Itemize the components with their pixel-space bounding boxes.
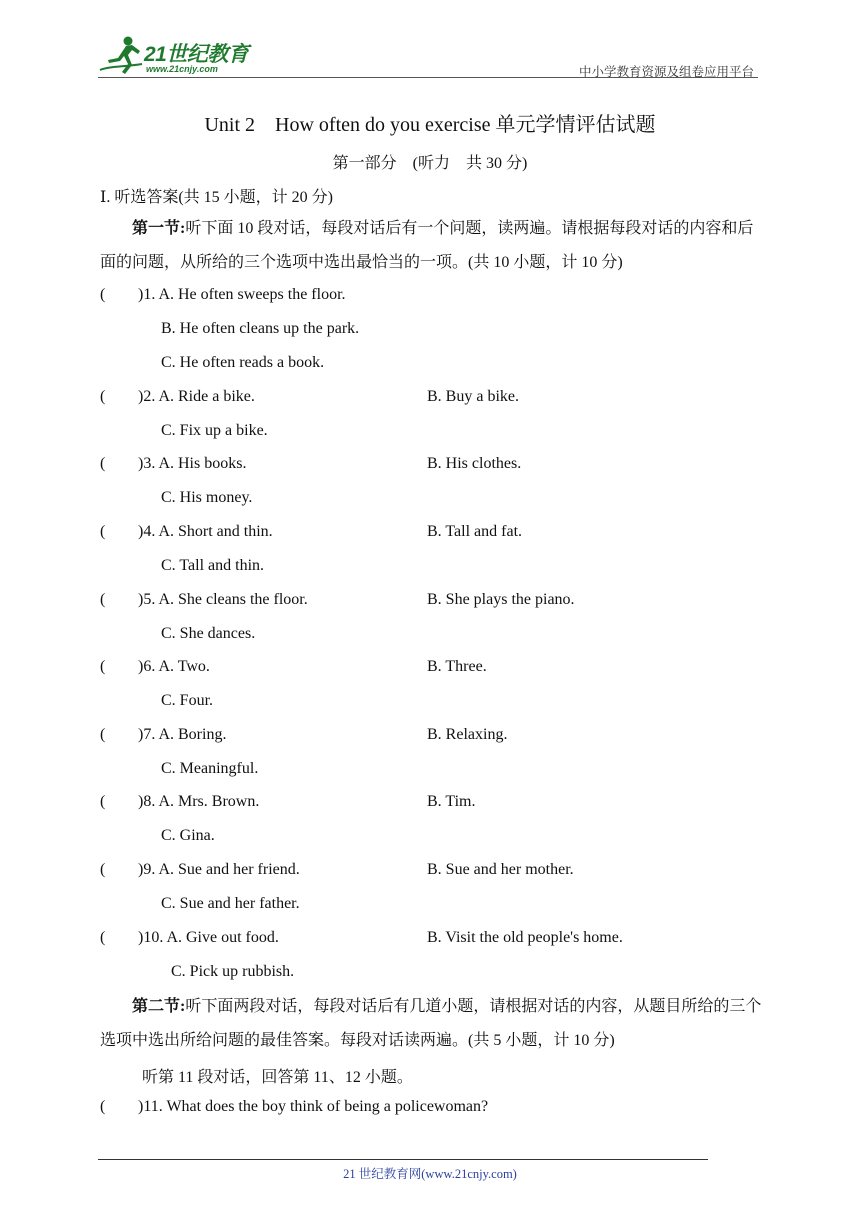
- answer-blank[interactable]: (: [100, 591, 106, 608]
- page-title: Unit 2 How often do you exercise 单元学情评估试题: [204, 114, 656, 136]
- answer-blank[interactable]: (: [100, 1098, 106, 1115]
- option-a: )10. A. Give out food.: [138, 929, 279, 946]
- page-footer[interactable]: 21 世纪教育网(www.21cnjy.com): [343, 1167, 517, 1181]
- option-b: B. Relaxing.: [427, 726, 508, 743]
- part2-label: 第二节:: [132, 998, 186, 1015]
- option-a: )4. A. Short and thin.: [138, 523, 273, 540]
- option-c: C. Sue and her father.: [161, 895, 300, 912]
- logo-text: 21世纪教育: [144, 43, 249, 66]
- section-subtitle: 第一部分 (听力 共 30 分): [332, 155, 528, 172]
- option-b: B. Buy a bike.: [427, 388, 519, 405]
- option-c: C. Tall and thin.: [161, 557, 265, 574]
- dialog11-intro: 听第 11 段对话，回答第 11、12 小题。: [142, 1069, 413, 1086]
- answer-blank[interactable]: (: [100, 388, 106, 405]
- page-header: [98, 34, 758, 78]
- question-11-text: )11. What does the boy think of being a policewoman?: [138, 1098, 489, 1115]
- option-a: )6. A. Two.: [138, 658, 210, 675]
- header-divider: [98, 77, 758, 78]
- option-c: C. Fix up a bike.: [161, 422, 268, 439]
- answer-blank[interactable]: (: [100, 455, 106, 472]
- option-c: C. Gina.: [161, 827, 215, 844]
- part2-instructions: [100, 990, 762, 1058]
- option-a: )1. A. He often sweeps the floor.: [138, 286, 346, 303]
- option-c: C. She dances.: [161, 625, 256, 642]
- option-a: )2. A. Ride a bike.: [138, 388, 255, 405]
- answer-blank[interactable]: (: [100, 286, 106, 303]
- option-b: B. She plays the piano.: [427, 591, 575, 608]
- option-a: )3. A. His books.: [138, 455, 247, 472]
- option-b: B. Visit the old people's home.: [427, 929, 623, 946]
- part2-text: 听下面两段对话，每段对话后有几道小题，请根据对话的内容，从题目所给的三个选项中选出所给问题的最佳答案。每段对话读两遍。(共 5 小题，计 10 分): [100, 998, 762, 1049]
- option-a: )5. A. She cleans the floor.: [138, 591, 308, 608]
- runner-logo-icon: [98, 34, 146, 78]
- option-b: B. Tall and fat.: [427, 523, 523, 540]
- option-c: C. Pick up rubbish.: [171, 963, 295, 980]
- answer-blank[interactable]: (: [100, 523, 106, 540]
- option-c: C. Four.: [161, 692, 214, 709]
- site-logo[interactable]: [98, 34, 258, 78]
- q1-option-b: B. He often cleans up the park.: [161, 320, 360, 337]
- option-a: )8. A. Mrs. Brown.: [138, 793, 260, 810]
- answer-blank[interactable]: (: [100, 861, 106, 878]
- answer-blank[interactable]: (: [100, 658, 106, 675]
- option-c: C. Meaningful.: [161, 760, 259, 777]
- option-b: B. Tim.: [427, 793, 476, 810]
- part1-instructions: [100, 212, 762, 280]
- answer-blank[interactable]: (: [100, 726, 106, 743]
- header-tagline: 中小学教育资源及组卷应用平台: [578, 65, 754, 79]
- option-a: )9. A. Sue and her friend.: [138, 861, 300, 878]
- option-b: B. His clothes.: [427, 455, 522, 472]
- q1-option-c: C. He often reads a book.: [161, 354, 325, 371]
- option-b: B. Sue and her mother.: [427, 861, 574, 878]
- logo-url: www.21cnjy.com: [146, 64, 218, 74]
- part1-label: 第一节:: [132, 220, 186, 237]
- option-a: )7. A. Boring.: [138, 726, 227, 743]
- section1-heading: Ⅰ. 听选答案(共 15 小题，计 20 分): [100, 189, 333, 206]
- part1-text: 听下面 10 段对话，每段对话后有一个问题，读两遍。请根据每段对话的内容和后面的问题，从所给的三个选项中选出最恰当的一项。(共 10 小题，计 10 分): [100, 220, 754, 271]
- option-b: B. Three.: [427, 658, 487, 675]
- answer-blank[interactable]: (: [100, 793, 106, 810]
- answer-blank[interactable]: (: [100, 929, 106, 946]
- footer-divider: [98, 1159, 708, 1160]
- option-c: C. His money.: [161, 489, 253, 506]
